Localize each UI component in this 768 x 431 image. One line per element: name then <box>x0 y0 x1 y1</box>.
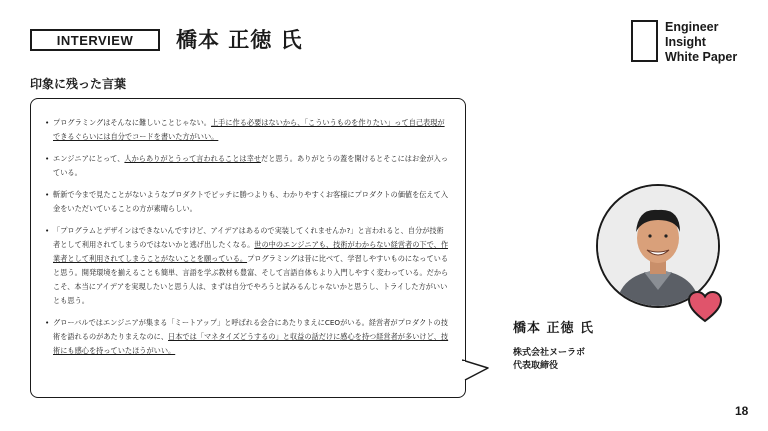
job-title: 代表取締役 <box>513 361 559 371</box>
quote-text: エンジニアにとって、 <box>53 154 125 163</box>
quote-item <box>45 316 450 358</box>
quote-item <box>45 116 450 144</box>
quote-text: だと思う。ありがとうの蓋を開けるとそこにはお金が入っている。 <box>53 154 448 177</box>
logo-mark <box>631 20 658 62</box>
logo-text <box>665 20 737 65</box>
logo-line-2: Insight <box>665 35 706 49</box>
quote-highlight: 日本では「マネタイズどうするの」と収益の話だけに感心を持つ経営者が多いけど、技術にも感心を持っていたほうがいい。 <box>53 332 449 355</box>
section-label: 印象に残った言葉 <box>30 77 127 91</box>
heart-icon <box>687 290 723 324</box>
portrait-photo <box>598 186 718 306</box>
quote-item <box>45 152 450 180</box>
company-name: 株式会社ヌーラボ <box>513 348 586 358</box>
publication-logo <box>631 20 737 65</box>
logo-line-1: Engineer <box>665 20 719 34</box>
speech-bubble-tail <box>462 358 492 382</box>
quote-highlight: 世の中のエンジニアも、技術がわからない経営者の下で、作業者として利用されてしまうことがないことを願っている。 <box>53 240 449 263</box>
quote-item <box>45 224 450 308</box>
interviewee-name-heading: 橋本 正徳 氏 <box>176 28 303 52</box>
quote-text: 「プログラムとデザインはできないんですけど、アイデアはあるので実装してくれませんか?」と言われると、自分が技術者として利用されてしまうのではないかと逃げ出したくなる。 <box>53 226 444 249</box>
interview-tag <box>30 29 160 51</box>
quote-text: 斬新で今まで見たことがないようなプロダクトでピッチに勝つよりも、わかりやすくお客様にプロダクトの価値を伝えて入金をいただいていることの方が素晴らしい。 <box>53 190 449 213</box>
interview-tag-label: INTERVIEW <box>56 32 134 48</box>
quote-highlight: 上手に作る必要はないから、「こういうものを作りたい」って自己表現ができるぐらいには自分でコードを書いた方がいい。 <box>53 118 445 141</box>
person-name: 橋本 正徳 氏 <box>513 321 595 336</box>
quote-item <box>45 188 450 216</box>
quote-text: プログラミングは昔に比べて、学習しやすいものになっていると思う。開発環境を揃えることも簡単、言語を学ぶ教材も豊富、そして言語自体もより入門しやすく変わっている。だからこそ、本当にアイデアを実現したいと思う人は、まずは自分でやろうと試みるんじゃないかと思うし、トライした方がいいとも思う。 <box>53 254 449 305</box>
quote-text: プログラミングはそんなに難しいことじゃない。 <box>53 118 211 127</box>
quote-text: グローバルではエンジニアが集まる「ミートアップ」と呼ばれる会合にあたりまえにCEOがいる。経営者がプロダクトの技術を語れるのがあたりまえなのに、 <box>53 318 448 341</box>
page-number: 18 <box>735 404 749 418</box>
logo-line-3: White Paper <box>665 50 738 64</box>
quote-highlight: 人からありがとうって言われることは幸せ <box>124 154 261 163</box>
quote-list <box>45 116 450 366</box>
person-affiliation <box>513 347 585 373</box>
